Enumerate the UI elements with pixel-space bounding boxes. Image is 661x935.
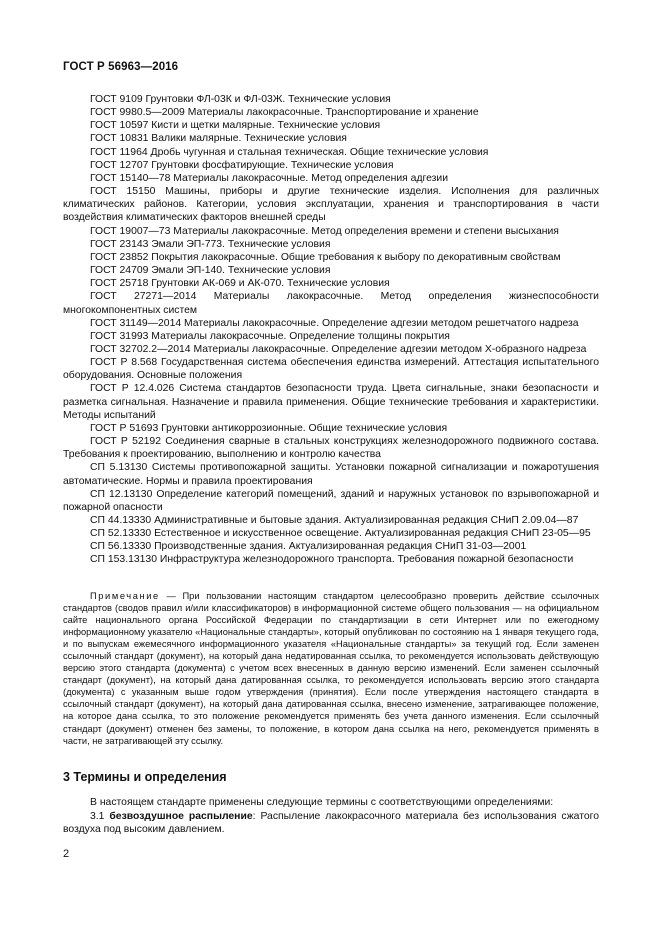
reference-item: ГОСТ 23143 Эмали ЭП-773. Технические условия	[90, 238, 331, 250]
normative-references-list	[63, 93, 599, 567]
reference-item: ГОСТ 25718 Грунтовки АК-069 и АК-070. Технические условия	[90, 278, 390, 290]
reference-item: ГОСТ 31149—2014 Материалы лакокрасочные. Определение адгезии методом решетчатого надреза	[90, 317, 579, 329]
page-number: 2	[63, 848, 70, 860]
reference-note	[63, 590, 599, 747]
reference-item: ГОСТ 19007—73 Материалы лакокрасочные. Метод определения времени и степени высыхания	[90, 225, 559, 237]
term-number: 3.1	[90, 810, 110, 822]
reference-item: ГОСТ 15150 Машины, приборы и другие технические изделия. Исполнения для различных климатических районов. Категории, условия эксплуатации, хранения и транспортирования в части воздействия климатических факторов внешней среды	[63, 186, 599, 224]
reference-item: ГОСТ 10597 Кисти и щетки малярные. Технические условия	[90, 120, 381, 132]
reference-item: ГОСТ 24709 Эмали ЭП-140. Технические условия	[90, 265, 331, 277]
reference-item: ГОСТ Р 12.4.026 Система стандартов безопасности труда. Цвета сигнальные, знаки безопасности и разметка сигнальная. Назначение и правила применения. Общие технические требования и характеристики. Методы испытаний	[63, 383, 599, 421]
section-intro: В настоящем стандарте применены следующие термины с соответствующими определениями:	[90, 797, 554, 808]
note-label: Примечание	[90, 591, 160, 601]
term-text: : Распыление лакокрасочного материала без использования сжатого воздуха под высоким давлением.	[63, 810, 599, 836]
note-dash: —	[159, 591, 183, 601]
reference-item: ГОСТ 32702.2—2014 Материалы лакокрасочные. Определение адгезии методом Х-образного надреза	[90, 343, 587, 355]
reference-item: ГОСТ 23852 Покрытия лакокрасочные. Общие требования к выбору по декоративным свойствам	[90, 251, 561, 263]
reference-item: ГОСТ 9980.5—2009 Материалы лакокрасочные. Транспортирование и хранение	[90, 107, 479, 119]
reference-item: ГОСТ 9109 Грунтовки ФЛ-03К и ФЛ-03Ж. Технические условия	[90, 94, 391, 105]
reference-item: ГОСТ Р 51693 Грунтовки антикоррозионные. Общие технические условия	[90, 422, 448, 434]
reference-item: СП 44.13330 Административные и бытовые здания. Актуализированная редакция СНиП 2.09.04—87	[90, 515, 579, 526]
reference-item: СП 5.13130 Системы противопожарной защиты. Установки пожарной сигнализации и пожаротушения автоматические. Нормы и правила проектирования	[63, 462, 599, 487]
reference-item: СП 12.13130 Определение категорий помещений, зданий и наружных установок по взрывопожарной и пожарной опасности	[63, 488, 599, 513]
document-header: ГОСТ Р 56963—2016	[63, 61, 179, 73]
note-text: При пользовании настоящим стандартом целесообразно проверить действие ссылочных стандартов (сводов правил и/или классификаторов) в информационной системе общего пользования — на официальном сайте национального органа Российской Федерации по стандартизации в сети Интернет или по ежегодному информационному указателю «Национальные стандарты», который опубликован по состоянию на 1 января текущего года, и по выпускам ежемесячного информационного указателя «Национальные стандарты» за текущий год. Если заменен ссылочный стандарт (документ), на который дана недатированная ссылка, то рекомендуется использовать действующую версию этого стандарта (документа) с учетом всех внесенных в данную версию изменений. Если заменен ссылочный стандарт (документ), на который дана датированная ссылка, то рекомендуется использовать версию этого стандарта (документа) с указанным выше годом утверждения (принятия). Если после утверждения настоящего стандарта в ссылочный стандарт (документ), на который дана датированная ссылка, внесено изменение, затрагивающее положение, на которое дана ссылка, то это положение рекомендуется применять без учета данного изменения. Если ссылочный стандарт (документ) отменен без замены, то положение, в котором дана ссылка на него, рекомендуется применять в части, не затрагивающей эту ссылку.	[63, 591, 599, 746]
reference-item: ГОСТ Р 8.568 Государственная система обеспечения единства измерений. Аттестация испытательного оборудования. Основные положения	[63, 357, 599, 382]
reference-item: СП 153.13130 Инфраструктура железнодорожного транспорта. Требования пожарной безопасности	[90, 554, 574, 566]
term-name: безвоздушное распыление	[109, 810, 253, 822]
reference-item: ГОСТ 31993 Материалы лакокрасочные. Определение толщины покрытия	[90, 330, 450, 342]
reference-item: ГОСТ 27271—2014 Материалы лакокрасочные. Метод определения жизнеспособности многокомпонентных систем	[63, 291, 599, 316]
reference-item: ГОСТ 15140—78 Материалы лакокрасочные. Метод определения адгезии	[90, 172, 448, 184]
reference-item: ГОСТ Р 52192 Соединения сварные в стальных конструкциях железнодорожного подвижного состава. Требования к проектированию, выполнению и контролю качества	[63, 436, 599, 461]
section-body	[63, 796, 599, 837]
term-definition	[63, 810, 599, 837]
section-heading: 3 Термины и определения	[63, 770, 227, 784]
reference-item: СП 56.13330 Производственные здания. Актуализированная редакция СНиП 31-03—2001	[90, 541, 527, 553]
reference-item: ГОСТ 10831 Валики малярные. Технические условия	[90, 133, 347, 145]
reference-item: ГОСТ 12707 Грунтовки фосфатирующие. Технические условия	[90, 159, 394, 171]
reference-item: ГОСТ 11964 Дробь чугунная и стальная техническая. Общие технические условия	[90, 146, 489, 158]
reference-item: СП 52.13330 Естественное и искусственное освещение. Актуализированная редакция СНиП 23-05—95	[90, 528, 591, 540]
